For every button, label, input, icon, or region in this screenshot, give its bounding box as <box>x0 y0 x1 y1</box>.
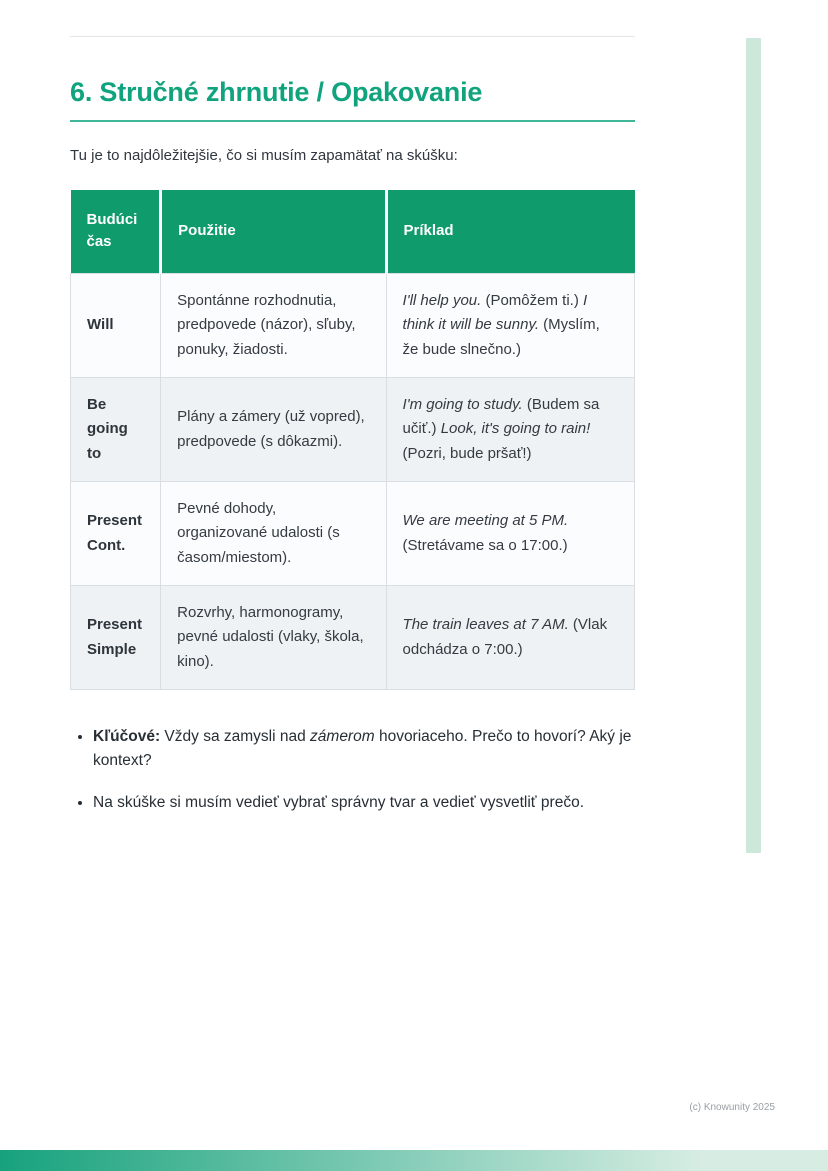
plain-text: (Budem sa učiť.) <box>402 396 600 438</box>
example-cell <box>386 586 634 690</box>
table-body <box>71 274 635 690</box>
plain-text: (Vlak odchádza o 7:00.) <box>402 616 608 658</box>
example-cell <box>386 378 634 482</box>
side-accent-bar <box>746 38 761 853</box>
plain-text: (Stretávame sa o 17:00.) <box>402 536 568 554</box>
usage-cell: Rozvrhy, harmonogramy, pevné udalosti (vlaky, škola, kino). <box>161 586 386 690</box>
plain-text: (Pomôžem ti.) <box>481 292 583 310</box>
usage-cell: Spontánne rozhodnutia, predpovede (názor), sľuby, ponuky, žiadosti. <box>161 274 386 378</box>
header-cell-tense: Budúci čas <box>71 190 161 274</box>
example-cell <box>386 274 634 378</box>
usage-cell: Pevné dohody, organizované udalosti (s časom/miestom). <box>161 482 386 586</box>
tense-summary-table <box>70 190 635 691</box>
italic-text: zámerom <box>310 728 375 745</box>
italic-text: We are meeting at 5 PM. <box>402 512 569 530</box>
italic-text: I'm going to study. <box>402 396 523 414</box>
plain-text: Vždy sa zamysli nad <box>160 728 311 745</box>
example-cell <box>386 482 634 586</box>
tense-cell: Be going to <box>71 378 161 482</box>
bullet-item <box>93 791 635 815</box>
tense-cell: Present Simple <box>71 586 161 690</box>
table-row <box>71 274 635 378</box>
tense-cell: Present Cont. <box>71 482 161 586</box>
plain-text: hovoriaceho. Prečo to hovorí? Aký je kontext? <box>93 728 632 770</box>
bottom-accent-bar <box>0 1150 828 1171</box>
italic-text: I think it will be sunny. <box>402 292 588 334</box>
plain-text: (Myslím, že bude slnečno.) <box>402 316 600 358</box>
table-header-row <box>71 190 635 274</box>
plain-text: (Pozri, bude pršať!) <box>402 444 532 462</box>
intro-text: Tu je to najdôležitejšie, čo si musím zapamätať na skúšku: <box>70 146 458 164</box>
header-cell-example: Príklad <box>386 190 634 274</box>
table-row <box>71 378 635 482</box>
plain-text: Na skúške si musím vedieť vybrať správny tvar a vedieť vysvetliť prečo. <box>93 794 585 812</box>
header-cell-usage: Použitie <box>161 190 386 274</box>
italic-text: I'll help you. <box>402 292 482 310</box>
tense-cell: Will <box>71 274 161 378</box>
italic-text: The train leaves at 7 AM. <box>402 616 569 634</box>
table-row <box>71 482 635 586</box>
usage-cell: Plány a zámery (už vopred), predpovede (s dôkazmi). <box>161 378 386 482</box>
page-title: 6. Stručné zhrnutie / Opakovanie <box>70 77 483 107</box>
table-header <box>71 190 635 274</box>
bold-text: Kľúčové: <box>93 728 161 745</box>
title-underline <box>70 120 635 122</box>
table-row <box>71 586 635 690</box>
footer-credit: (c) Knowunity 2025 <box>689 1102 775 1113</box>
document-content <box>70 36 635 833</box>
italic-text: Look, it's going to rain! <box>440 420 591 438</box>
key-points-list <box>70 725 635 815</box>
bullet-item <box>93 725 635 773</box>
